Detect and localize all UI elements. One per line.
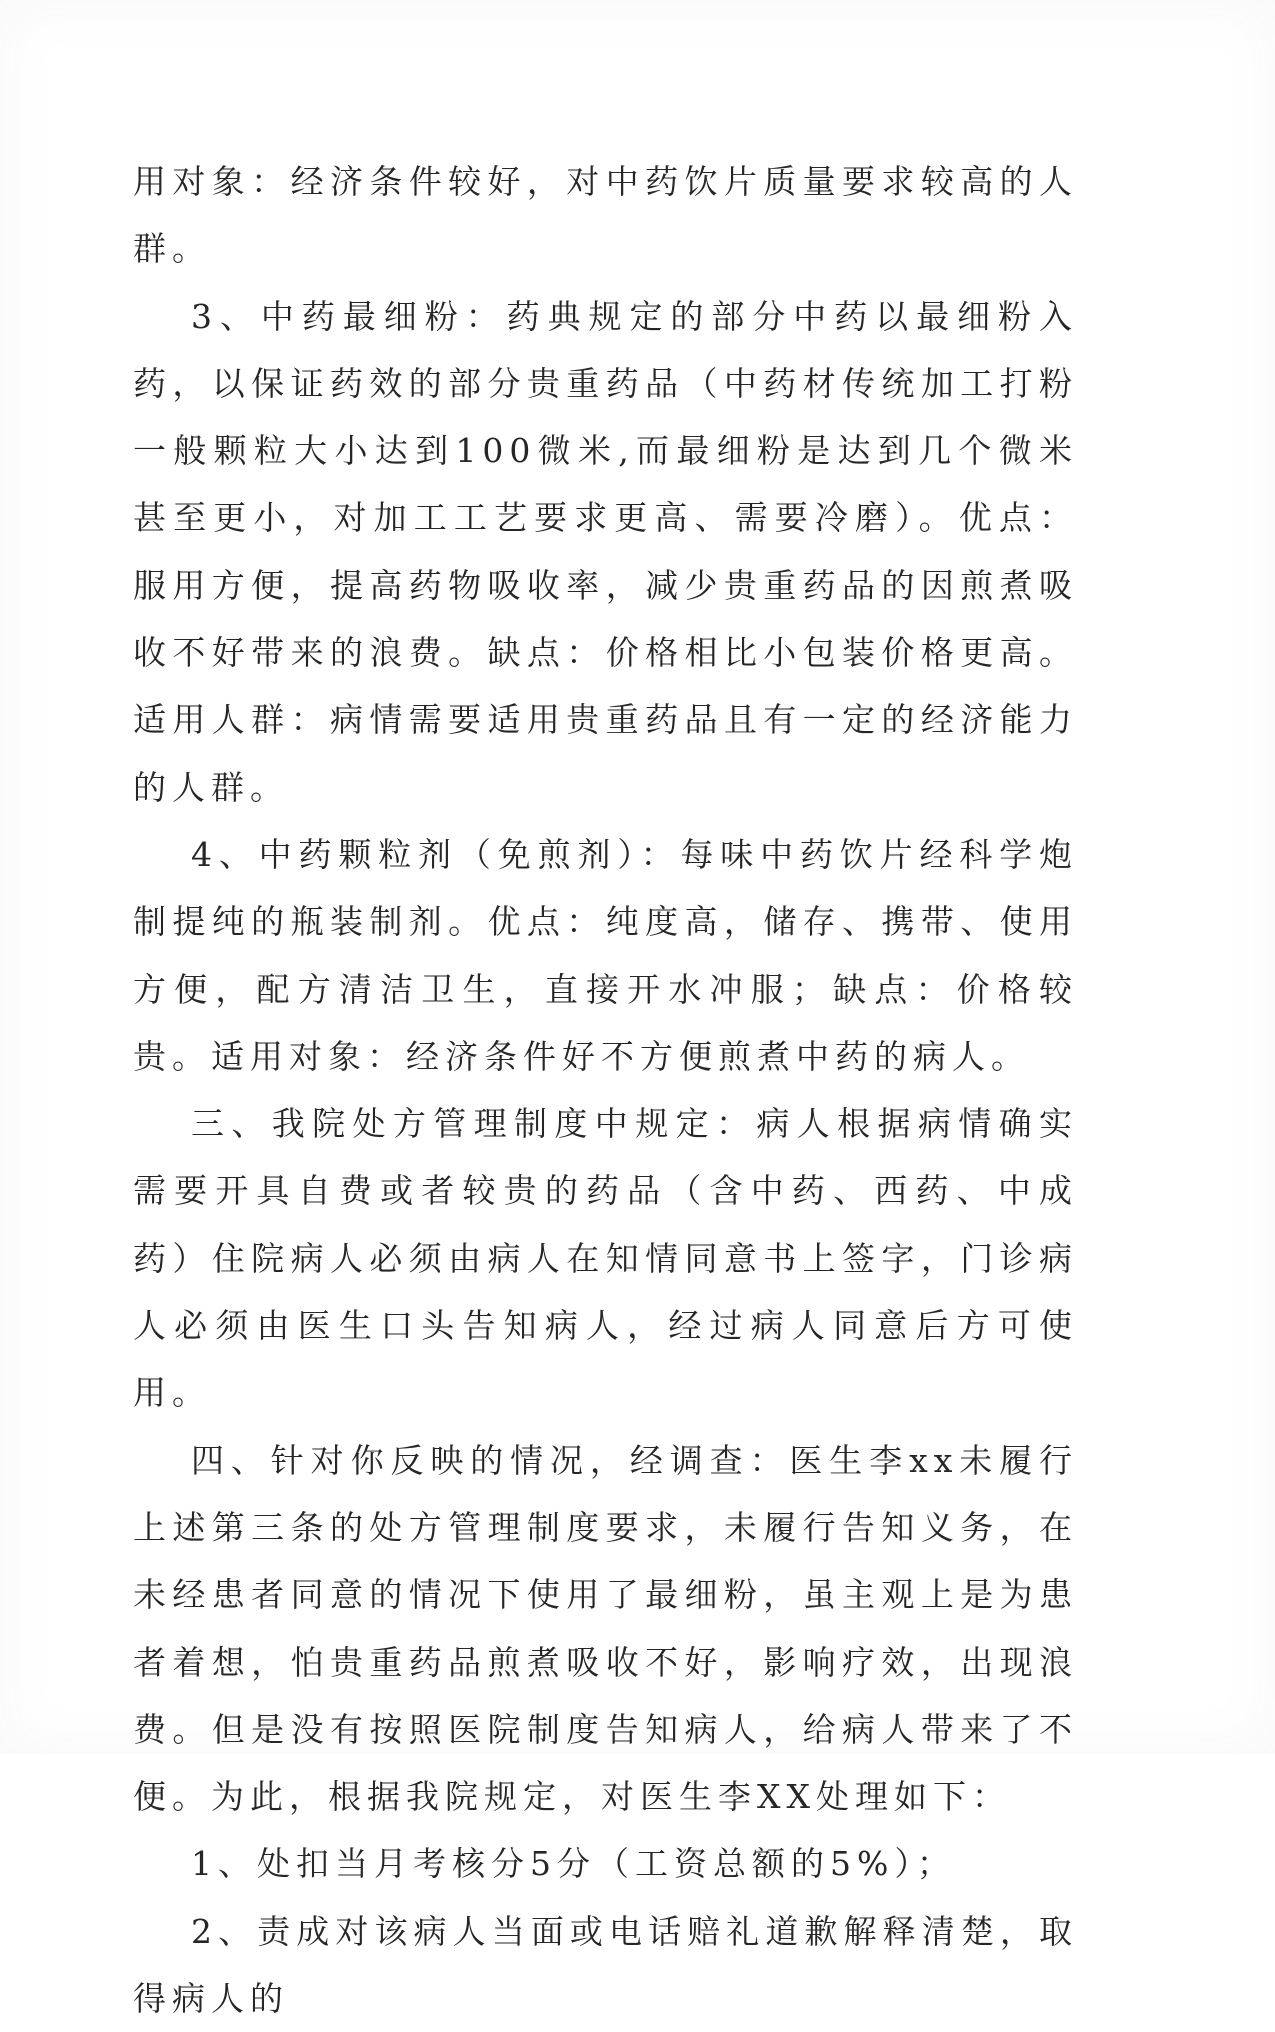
- document-body: [133, 148, 1078, 2032]
- paragraph-penalty-one: 1、处扣当月考核分5分（工资总额的5%）；: [191, 1844, 956, 1884]
- paragraph-fine-powder: 3、中药最细粉：药典规定的部分中药以最细粉入药，以保证药效的部分贵重药品（中药材传统加工打粉一般颗粒大小达到100微米,而最细粉是达到几个微米甚至更小，对加工工艺要求更高、需要冷磨）。优点：服用方便，提高药物吸收率，减少贵重药品的因煎煮吸收不好带来的浪费。缺点：价格相比小包装价格更高。适用人群：病情需要适用贵重药品且有一定的经济能力的人群。: [133, 296, 1078, 807]
- paragraph-penalty-two: 2、责成对该病人当面或电话赔礼道歉解释清楚，取得病人的: [133, 1911, 1078, 2019]
- paragraph-section-three: 三、我院处方管理制度中规定：病人根据病情确实需要开具自费或者较贵的药品（含中药、西药、中成药）住院病人必须由病人在知情同意书上签字，门诊病人必须由医生口头告知病人，经过病人同意后方可使用。: [133, 1104, 1078, 1413]
- paragraph-continuation: 用对象：经济条件较好，对中药饮片质量要求较高的人群。: [133, 162, 1078, 269]
- paragraph-section-four: 四、针对你反映的情况，经调查：医生李xx未履行上述第三条的处方管理制度要求，未履行告知义务，在未经患者同意的情况下使用了最细粉，虽主观上是为患者着想，怕贵重药品煎煮吸收不好，影响疗效，出现浪费。但是没有按照医院制度告知病人，给病人带来了不便。为此，根据我院规定，对医生李XX处理如下：: [133, 1440, 1078, 1817]
- paragraph-granules: 4、中药颗粒剂（免煎剂）：每味中药饮片经科学炮制提纯的瓶装制剂。优点：纯度高，储存、携带、使用方便，配方清洁卫生，直接开水冲服；缺点：价格较贵。适用对象：经济条件好不方便煎煮中药的病人。: [133, 834, 1078, 1076]
